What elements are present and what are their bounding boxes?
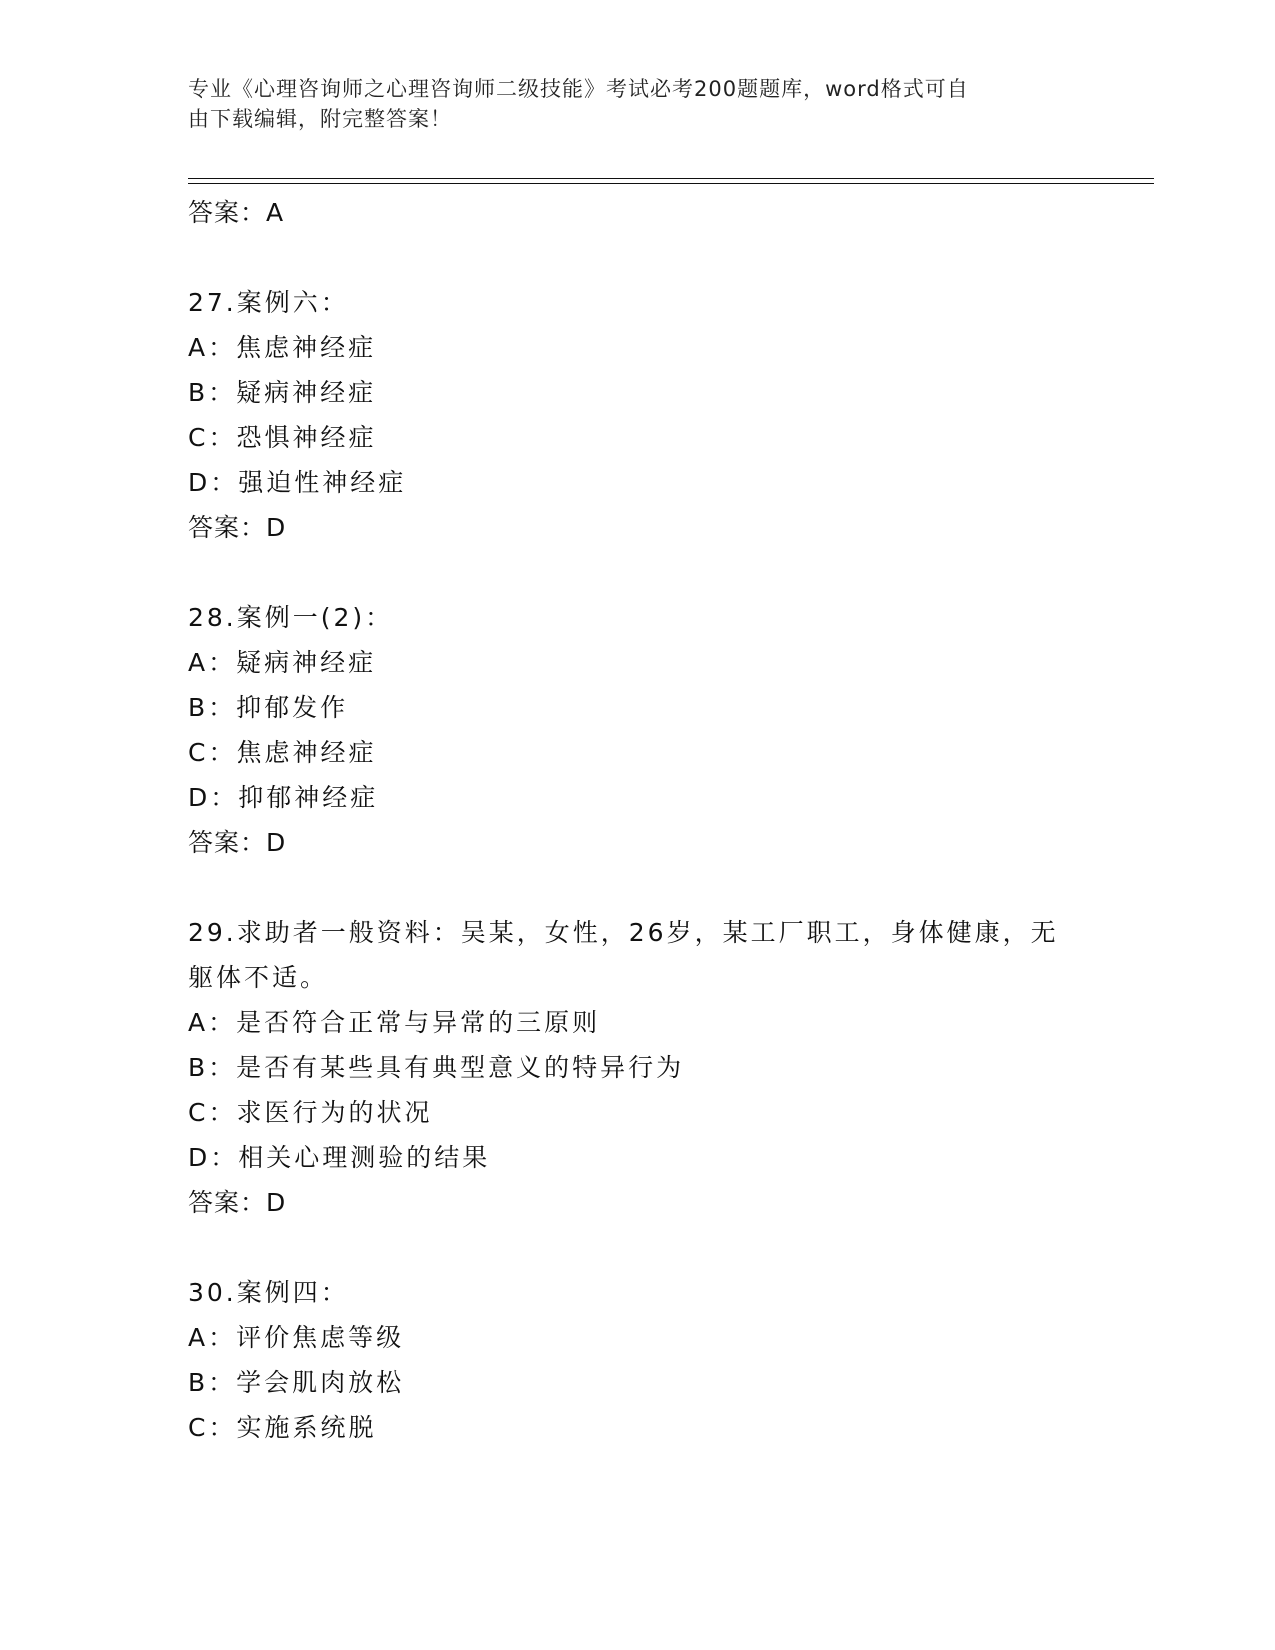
option-b: B：是否有某些具有典型意义的特异行为 (188, 1053, 685, 1082)
question-29 (188, 910, 1108, 1225)
option-d: D：强迫性神经症 (188, 468, 407, 497)
option-d: D：相关心理测验的结果 (188, 1143, 491, 1172)
question-title-line-2: 躯体不适。 (188, 963, 329, 992)
question-title: 30.案例四： (188, 1278, 349, 1307)
header-line-2: 由下载编辑，附完整答案！ (188, 107, 452, 131)
question-title-line-1: 29.求助者一般资料：吴某，女性，26岁，某工厂职工，身体健康，无 (188, 918, 1059, 947)
option-c: C：恐惧神经症 (188, 423, 377, 452)
option-c: C：焦虑神经症 (188, 738, 377, 767)
question-30 (188, 1270, 1108, 1450)
option-a: A：焦虑神经症 (188, 333, 377, 362)
answer-line: 答案：D (188, 828, 287, 857)
option-a: A：是否符合正常与异常的三原则 (188, 1008, 601, 1037)
answer-line: 答案：A (188, 198, 285, 227)
page-header (188, 74, 1088, 134)
option-c: C：实施系统脱 (188, 1413, 377, 1442)
question-28 (188, 595, 1108, 865)
answer-line: 答案：D (188, 1188, 287, 1217)
answer-line: 答案：D (188, 513, 287, 542)
header-line-1: 专业《心理咨询师之心理咨询师二级技能》考试必考200题题库，word格式可自 (188, 77, 969, 101)
option-b: B：疑病神经症 (188, 378, 377, 407)
option-a: A：疑病神经症 (188, 648, 377, 677)
header-divider-thin (188, 183, 1154, 184)
option-d: D：抑郁神经症 (188, 783, 379, 812)
option-c: C：求医行为的状况 (188, 1098, 433, 1127)
option-a: A：评价焦虑等级 (188, 1323, 405, 1352)
question-list (188, 190, 1108, 1450)
question-title: 28.案例一(2)： (188, 603, 394, 632)
option-b: B：抑郁发作 (188, 693, 349, 722)
question-title: 27.案例六： (188, 288, 349, 317)
header-divider (188, 178, 1154, 179)
question-27 (188, 280, 1108, 550)
option-b: B：学会肌肉放松 (188, 1368, 405, 1397)
